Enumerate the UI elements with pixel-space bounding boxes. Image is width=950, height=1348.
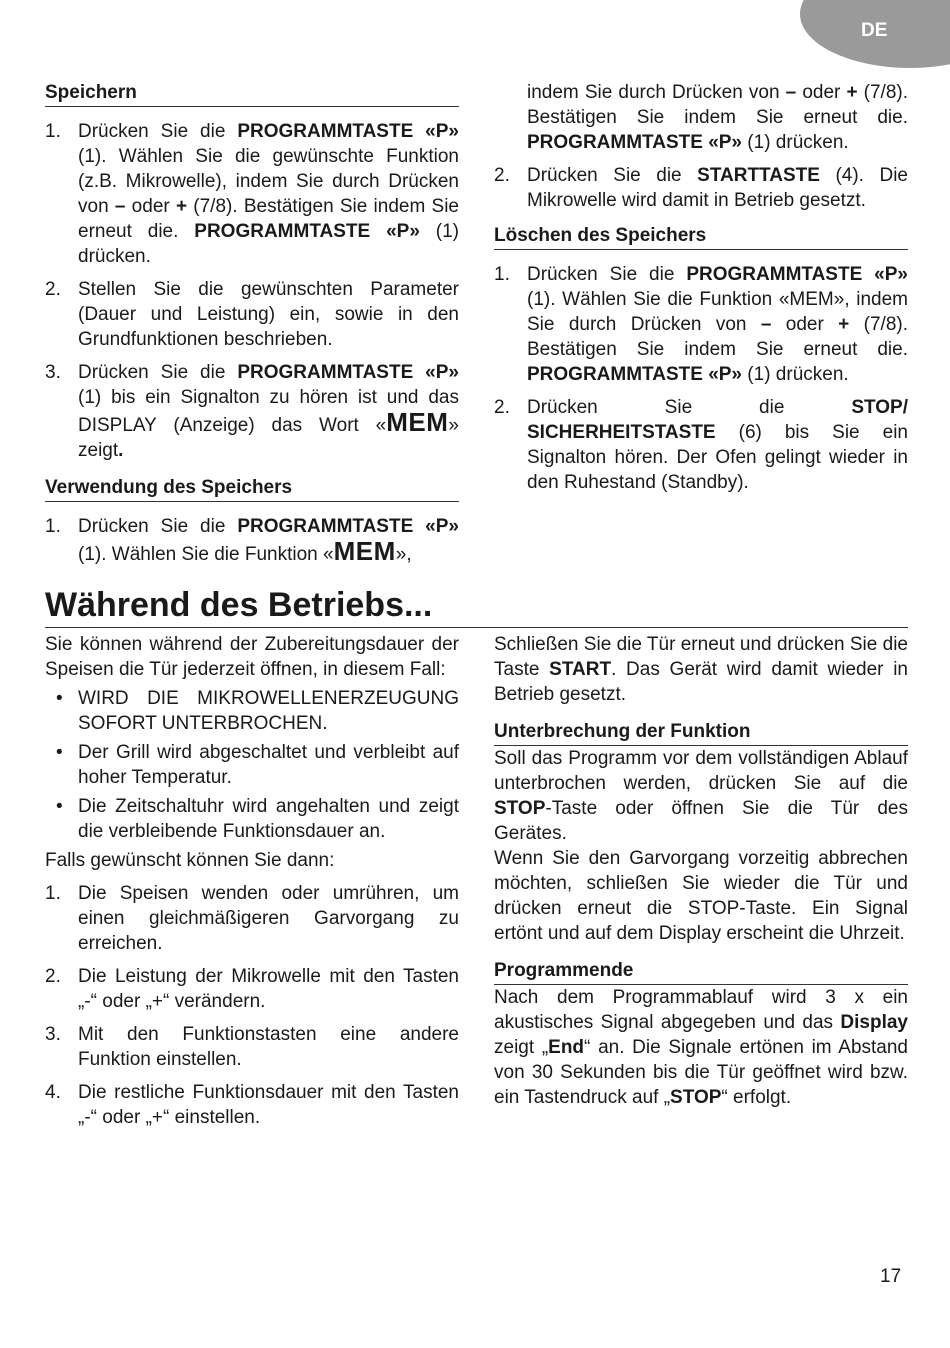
mem-display-word: MEM xyxy=(333,536,396,566)
list-item: 2. Drücken Sie die STOP/ SICHERHEITSTASTE (6) bis Sie ein Signalton hören. Der Ofen gelingt wieder in den Ruhestand (Standby). xyxy=(494,397,908,493)
list-item: 1. Die Speisen wenden oder umrühren, um einen gleichmäßigeren Garvorgang zu erreichen. xyxy=(45,883,459,954)
bullet-list xyxy=(45,686,459,844)
right-column-bottom xyxy=(494,632,908,1110)
section-heading-loeschen: Löschen des Speichers xyxy=(494,223,908,250)
right-column-top xyxy=(494,80,908,503)
language-label: DE xyxy=(861,20,888,41)
bullet-icon: • xyxy=(56,796,63,817)
list-item: 1. Drücken Sie die PROGRAMMTASTE «P» (1). Wählen Sie die Funktion «MEM», indem Sie durch Drücken von – oder + (7/8). Bestätigen Sie indem Sie erneut die. PROGRAMMTASTE «P» (1) drücken. xyxy=(494,264,908,385)
list-item: 3. Drücken Sie die PROGRAMMTASTE «P» (1) bis ein Signalton zu hören ist und das DISPLAY (Anzeige) das Wort «MEM» zeigt. xyxy=(45,362,459,461)
then-paragraph: Falls gewünscht können Sie dann: xyxy=(45,850,335,871)
page-number: 17 xyxy=(880,1266,902,1287)
left-column-bottom xyxy=(45,632,459,1138)
main-heading: Während des Betriebs... xyxy=(45,583,908,628)
list-item: 2. Die Leistung der Mikrowelle mit den Tasten „-“ oder „+“ verändern. xyxy=(45,966,459,1012)
left-column-top xyxy=(45,80,459,567)
list-item: 2. Stellen Sie die gewünschten Parameter (Dauer und Leistung) ein, sowie in den Grundfunktionen beschrieben. xyxy=(45,279,459,350)
list-item: 2. Drücken Sie die STARTTASTE (4). Die Mikrowelle wird damit in Betrieb gesetzt. xyxy=(494,165,908,211)
bullet-item: • WIRD DIE MIKROWELLENERZEUGUNG SOFORT UNTERBROCHEN. xyxy=(56,688,459,734)
section-heading-programmende: Programmende xyxy=(494,958,908,985)
resume-paragraph: Schließen Sie die Tür erneut und drücken Sie die Taste START. Das Gerät wird damit wieder in Betrieb gesetzt. xyxy=(494,634,908,705)
mem-display-word: MEM xyxy=(386,407,449,437)
bullet-icon: • xyxy=(56,742,63,763)
interrupt-paragraph: Soll das Programm vor dem vollständigen Ablauf unterbrochen werden, drücken Sie auf die STOP-Taste oder öffnen Sie die Tür des Gerätes. xyxy=(494,748,908,844)
bullet-icon: • xyxy=(56,688,63,709)
intro-paragraph: Sie können während der Zubereitungsdauer der Speisen die Tür jederzeit öffnen, in diesem Fall: xyxy=(45,634,459,680)
list-item: 1. Drücken Sie die PROGRAMMTASTE «P» (1). Wählen Sie die Funktion «MEM», xyxy=(45,516,459,566)
numbered-list xyxy=(45,881,459,1130)
section-heading-unterbrechung: Unterbrechung der Funktion xyxy=(494,719,908,746)
bullet-item: • Der Grill wird abgeschaltet und verbleibt auf hoher Temperatur. xyxy=(56,742,459,788)
list-item: 4. Die restliche Funktionsdauer mit den Tasten „-“ oder „+“ einstellen. xyxy=(45,1082,459,1128)
list-item-continued: indem Sie durch Drücken von – oder + (7/8). Bestätigen Sie indem Sie erneut die. PROGRAMMTASTE «P» (1) drücken. xyxy=(527,82,909,153)
list-item: 3. Mit den Funktionstasten eine andere Funktion einstellen. xyxy=(45,1024,459,1070)
cancel-paragraph: Wenn Sie den Garvorgang vorzeitig abbrechen möchten, schließen Sie wieder die Tür und drücken erneut die STOP-Taste. Ein Signal ertönt und auf dem Display erscheint die Uhrzeit. xyxy=(494,848,908,944)
list-item: 1. Drücken Sie die PROGRAMMTASTE «P» (1). Wählen Sie die gewünschte Funktion (z.B. Mikrowelle), indem Sie durch Drücken von – oder + (7/8). Bestätigen Sie indem Sie erneut die. PROGRAMMTASTE «P» (1) drücken. xyxy=(45,121,459,267)
end-paragraph: Nach dem Programmablauf wird 3 x ein akustisches Signal abgegeben und das Display zeigt „End“ an. Die Signale ertönen im Abstand von 30 Sekunden bis die Tür geöffnet wird bzw. ein Tastendruck auf „STOP“ erfolgt. xyxy=(494,987,908,1108)
bullet-item: • Die Zeitschaltuhr wird angehalten und zeigt die verbleibende Funktionsdauer an. xyxy=(56,796,459,842)
section-heading-verwendung: Verwendung des Speichers xyxy=(45,475,459,502)
section-heading-speichern: Speichern xyxy=(45,80,459,107)
